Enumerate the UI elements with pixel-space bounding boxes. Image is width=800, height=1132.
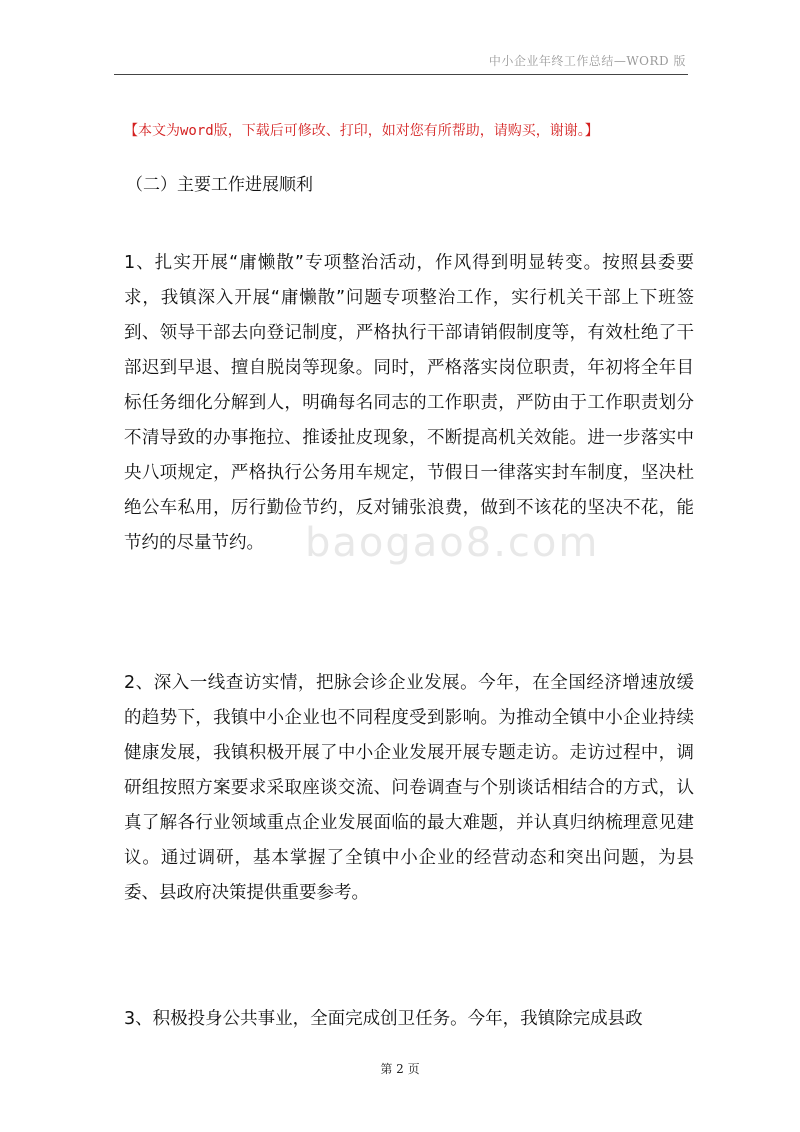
site-watermark: baogao8.com [305,520,600,566]
paragraph-1: 1、扎实开展“庸懒散”专项整治活动，作风得到明显转变。按照县委要求，我镇深入开展“庸懒散”问题专项整治工作，实行机关干部上下班签到、领导干部去向登记制度，严格执行干部请销假制度等，有效杜绝了干部迟到早退、擅自脱岗等现象。同时，严格落实岗位职责，年初将全年目标任务细化分解到人，明确每名同志的工作职责，严防由于工作职责划分不清导致的办事拖拉、推诿扯皮现象，不断提高机关效能。进一步落实中央八项规定，严格执行公务用车规定，节假日一律落实封车制度，坚决杜绝公车私用，厉行勤俭节约，反对铺张浪费，做到不该花的坚决不花，能节约的尽量节约。 [124,253,694,553]
header-divider [114,74,688,75]
running-header-title: 中小企业年终工作总结—WORD 版 [488,54,686,68]
paragraph-3: 3、积极投身公共事业，全面完成创卫任务。今年，我镇除完成县政 [124,1009,643,1029]
paragraph-2: 2、深入一线查访实情，把脉会诊企业发展。今年，在全国经济增速放缓的趋势下，我镇中小企业也不同程度受到影响。为推动全镇中小企业持续健康发展，我镇积极开展了中小企业发展开展专题走访。走访过程中，调研组按照方案要求采取座谈交流、问卷调查与个别谈话相结合的方式，认真了解各行业领域重点企业发展面临的最大难题，并认真归纳梳理意见建议。通过调研，基本掌握了全镇中小企业的经营动态和突出问题，为县委、县政府决策提供重要参考。 [124,673,694,903]
section-heading: （二）主要工作进展顺利 [126,175,313,195]
page-number: 第 2 页 [380,1062,420,1076]
purchase-notice: 【本文为word版，下载后可修改、打印，如对您有所帮助，请购买，谢谢。】 [124,123,599,139]
